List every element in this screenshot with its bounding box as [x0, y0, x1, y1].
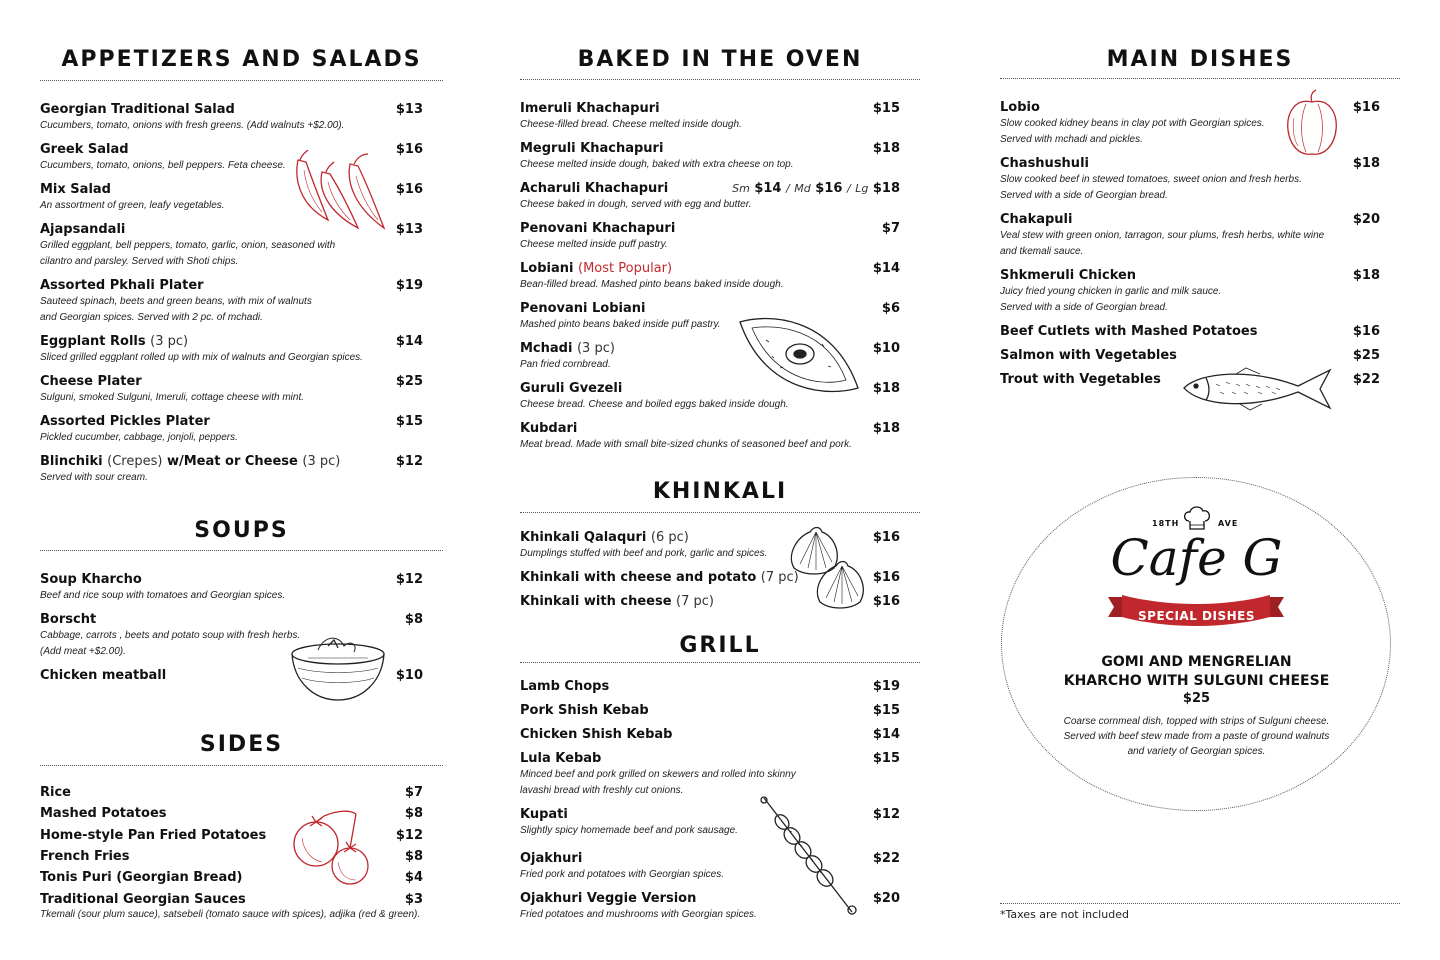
- item-price: $12: [395, 828, 423, 843]
- item-price: $18: [1352, 268, 1380, 283]
- item-portion: (6 pc): [650, 530, 689, 545]
- item-name: Pork Shish Kebab: [520, 703, 649, 718]
- soups-item: [40, 572, 423, 604]
- item-description: Cheese bread. Cheese and boiled eggs baked inside dough.: [520, 399, 789, 410]
- item-price: $20: [1352, 212, 1380, 227]
- item-description: Cheese-filled bread. Cheese melted inside dough.: [520, 119, 742, 130]
- item-price: $15: [872, 101, 900, 116]
- item-description: (Add meat +$2.00).: [40, 646, 126, 657]
- size-label: Lg: [855, 182, 869, 195]
- item-name-line: [40, 572, 423, 588]
- grill-item: [520, 751, 900, 799]
- item-portion: (7 pc): [676, 594, 714, 609]
- item-name: Blinchiki: [40, 454, 103, 469]
- item-name: Mix Salad: [40, 182, 111, 197]
- item-description: Cheese baked in dough, served with egg and butter.: [520, 199, 752, 210]
- size-sep: /: [846, 182, 851, 195]
- section-title-appetizers: APPETIZERS AND SALADS: [61, 47, 422, 72]
- item-description: Dumplings stuffed with beef and pork, garlic and spices.: [520, 548, 768, 559]
- item-description: Veal stew with green onion, tarragon, sour plums, fresh herbs, white wine: [1000, 230, 1325, 241]
- item-price: $18: [872, 141, 900, 156]
- khinkali-dumplings-icon: [784, 524, 870, 614]
- item-description: Mashed pinto beans baked inside puff pastry.: [520, 319, 721, 330]
- size-price: $14: [754, 181, 782, 196]
- item-name: Chicken meatball: [40, 668, 167, 683]
- item-name-line: [520, 751, 900, 767]
- item-name: Shkmeruli Chicken: [1000, 268, 1137, 283]
- item-name: Penovani Lobiani: [520, 301, 646, 316]
- item-price: $12: [395, 454, 423, 469]
- item-name: Borscht: [40, 612, 97, 627]
- item-name: Guruli Gvezeli: [520, 381, 623, 396]
- item-name: Ojakhuri Veggie Version: [520, 891, 697, 906]
- item-price: $18: [872, 381, 900, 396]
- item-description: Cucumbers, tomato, onions with fresh greens. (Add walnuts +$2.00).: [40, 120, 345, 131]
- item-name: Lamb Chops: [520, 679, 610, 694]
- item-name: Chashushuli: [1000, 156, 1089, 171]
- section-title-oven: BAKED IN THE OVEN: [577, 47, 863, 72]
- item-name: Assorted Pkhali Plater: [40, 278, 204, 293]
- grill-item: [520, 679, 900, 695]
- item-name-line: [520, 261, 900, 277]
- item-name-line: [520, 101, 900, 117]
- sides-item: [40, 785, 423, 801]
- item-price: $25: [1352, 348, 1380, 363]
- item-name-line: [40, 334, 423, 350]
- item-name-line: [1000, 324, 1380, 340]
- appetizers-item: [40, 334, 423, 366]
- appetizers-item: [40, 414, 423, 446]
- section-divider: [520, 662, 920, 663]
- item-price: $16: [1352, 324, 1380, 339]
- item-price: $8: [404, 612, 423, 627]
- mains-item: [1000, 348, 1380, 364]
- item-price: $10: [872, 341, 900, 356]
- item-description: Minced beef and pork grilled on skewers and rolled into skinny: [520, 769, 796, 780]
- item-size-prices: [732, 181, 900, 197]
- taxes-footnote: *Taxes are not included: [1000, 908, 1129, 921]
- column-appetizers-soups-sides: [40, 0, 443, 960]
- item-portion: (3 pc): [150, 334, 189, 349]
- item-price: $14: [872, 727, 900, 742]
- item-name: Khinkali Qalaquri: [520, 530, 647, 545]
- logo-ave: AVE: [1218, 519, 1239, 528]
- item-name-line: [1000, 212, 1380, 228]
- footer-divider: [1000, 903, 1400, 904]
- item-name: Beef Cutlets with Mashed Potatoes: [1000, 324, 1258, 339]
- item-price: $6: [881, 301, 900, 316]
- item-name-line: [40, 785, 423, 801]
- item-name: Georgian Traditional Salad: [40, 102, 235, 117]
- item-description: Served with a side of Georgian bread.: [1000, 190, 1168, 201]
- item-price: $10: [395, 668, 423, 683]
- item-name: Trout with Vegetables: [1000, 372, 1161, 387]
- item-description: Beef and rice soup with tomatoes and Georgian spices.: [40, 590, 286, 601]
- item-price: $16: [872, 530, 900, 545]
- item-name: French Fries: [40, 849, 130, 864]
- appetizers-item: [40, 374, 423, 406]
- oven-item: [520, 181, 900, 213]
- section-title-grill: GRILL: [679, 633, 761, 658]
- item-description: Served with sour cream.: [40, 472, 148, 483]
- item-name-cont: w/Meat or Cheese: [166, 454, 298, 469]
- item-price: $8: [404, 806, 423, 821]
- item-description: An assortment of green, leafy vegetables.: [40, 200, 225, 211]
- item-name: Assorted Pickles Plater: [40, 414, 210, 429]
- item-name: Penovani Khachapuri: [520, 221, 676, 236]
- special-dish-price: $25: [1182, 691, 1211, 706]
- item-price: $15: [872, 751, 900, 766]
- item-price: $16: [872, 594, 900, 609]
- section-title-khinkali: KHINKALI: [652, 479, 788, 504]
- section-title-sides: SIDES: [199, 732, 284, 757]
- item-name: Kubdari: [520, 421, 578, 436]
- item-name-line: [520, 221, 900, 237]
- size-price: $18: [872, 181, 900, 196]
- item-name-line: [520, 141, 900, 157]
- item-description: Bean-filled bread. Mashed pinto beans baked inside dough.: [520, 279, 784, 290]
- appetizers-item: [40, 454, 423, 486]
- item-name: Lula Kebab: [520, 751, 602, 766]
- oven-item: [520, 261, 900, 293]
- section-divider: [520, 512, 920, 513]
- item-description: Cheese melted inside dough, baked with extra cheese on top.: [520, 159, 794, 170]
- oven-item: [520, 101, 900, 133]
- item-description: Grilled eggplant, bell peppers, tomato, garlic, onion, seasoned with: [40, 240, 336, 251]
- item-name: Imeruli Khachapuri: [520, 101, 660, 116]
- item-price: $25: [395, 374, 423, 389]
- chili-peppers-icon: [288, 150, 393, 238]
- item-name-line: [40, 374, 423, 390]
- item-portion: (Crepes): [107, 454, 163, 469]
- item-price: $19: [872, 679, 900, 694]
- oven-item: [520, 141, 900, 173]
- item-price: $16: [1352, 100, 1380, 115]
- sauces-description: Tkemali (sour plum sauce), satsebeli (tomato sauce with spices), adjika (red & green).: [40, 909, 421, 920]
- item-price: $14: [872, 261, 900, 276]
- item-price: $7: [881, 221, 900, 236]
- item-description: Pan fried cornbread.: [520, 359, 611, 370]
- section-divider: [40, 550, 443, 551]
- item-price: $12: [872, 807, 900, 822]
- item-price: $19: [395, 278, 423, 293]
- size-sep: /: [786, 182, 790, 195]
- item-portion: (Most Popular): [578, 261, 673, 276]
- soup-bowl-icon: [288, 632, 388, 704]
- column-oven-khinkali-grill: [520, 0, 920, 960]
- section-divider: [40, 80, 443, 81]
- bell-pepper-icon: [1282, 88, 1342, 160]
- item-description: Sulguni, smoked Sulguni, Imeruli, cottage cheese with mint.: [40, 392, 305, 403]
- item-price: $22: [1352, 372, 1380, 387]
- item-price: $16: [395, 182, 423, 197]
- item-price: $22: [872, 851, 900, 866]
- item-name: Greek Salad: [40, 142, 129, 157]
- item-name: Salmon with Vegetables: [1000, 348, 1177, 363]
- item-name: Lobio: [1000, 100, 1040, 115]
- mains-item: [1000, 324, 1380, 340]
- item-price: $16: [872, 570, 900, 585]
- item-price: $13: [395, 222, 423, 237]
- section-divider: [40, 765, 443, 766]
- item-description: Cabbage, carrots , beets and potato soup with fresh herbs.: [40, 630, 301, 641]
- special-dish-name-line2: KHARCHO WITH SULGUNI CHEESE: [1063, 673, 1330, 689]
- item-description: Served with a side of Georgian bread.: [1000, 302, 1168, 313]
- grill-item: [520, 703, 900, 719]
- item-name: Chicken Shish Kebab: [520, 727, 673, 742]
- section-divider: [1000, 78, 1400, 79]
- item-name: Mashed Potatoes: [40, 806, 167, 821]
- fish-icon: [1180, 366, 1332, 412]
- tomatoes-icon: [288, 808, 372, 892]
- item-price: $16: [395, 142, 423, 157]
- size-price: $16: [815, 181, 843, 196]
- item-description: Slow cooked kidney beans in clay pot with Georgian spices.: [1000, 118, 1265, 129]
- item-name: Kupati: [520, 807, 568, 822]
- item-name-line: [520, 727, 900, 743]
- item-name: Traditional Georgian Sauces: [40, 892, 246, 907]
- special-desc-line2: Served with beef stew made from a paste of ground walnuts: [1063, 731, 1330, 742]
- item-name-line: [40, 278, 423, 294]
- item-price: $8: [404, 849, 423, 864]
- item-name: Tonis Puri (Georgian Bread): [40, 870, 243, 885]
- item-description: Pickled cucumber, cabbage, jonjoli, peppers.: [40, 432, 238, 443]
- item-name-line: [1000, 348, 1380, 364]
- item-description: cilantro and parsley. Served with Shoti chips.: [40, 256, 239, 267]
- item-name: Khinkali with cheese and potato: [520, 570, 757, 585]
- sides-item: [40, 892, 423, 908]
- item-description: Slightly spicy homemade beef and pork sausage.: [520, 825, 738, 836]
- item-name: Home-style Pan Fried Potatoes: [40, 828, 267, 843]
- appetizers-item: [40, 278, 423, 326]
- item-name-line: [520, 703, 900, 719]
- size-label: Md: [794, 182, 811, 195]
- size-label: Sm: [732, 182, 750, 195]
- item-name: Rice: [40, 785, 71, 800]
- kebab-skewer-icon: [758, 796, 858, 916]
- item-price: $4: [404, 870, 423, 885]
- item-name: Mchadi: [520, 341, 573, 356]
- item-name-line: [40, 892, 423, 908]
- item-description: Fried potatoes and mushrooms with Georgian spices.: [520, 909, 757, 920]
- appetizers-item: [40, 102, 423, 134]
- item-description: Served with mchadi and pickles.: [1000, 134, 1143, 145]
- item-name-line: [520, 421, 900, 437]
- item-price: $3: [404, 892, 423, 907]
- item-price: $18: [1352, 156, 1380, 171]
- item-name: Megruli Khachapuri: [520, 141, 664, 156]
- item-description: and Georgian spices. Served with 2 pc. of mchadi.: [40, 312, 263, 323]
- mains-item: [1000, 156, 1380, 204]
- item-portion: (3 pc): [576, 341, 615, 356]
- item-description: Fried pork and potatoes with Georgian spices.: [520, 869, 724, 880]
- item-name-line: [40, 454, 423, 470]
- section-title-mains: MAIN DISHES: [1106, 47, 1294, 72]
- item-price: $12: [395, 572, 423, 587]
- logo-script: Cafe G: [1110, 529, 1283, 587]
- item-name: Lobiani: [520, 261, 574, 276]
- item-name: Soup Kharcho: [40, 572, 142, 587]
- item-description: Sliced grilled eggplant rolled up with mix of walnuts and Georgian spices.: [40, 352, 363, 363]
- item-portion: (3 pc): [302, 454, 341, 469]
- item-name-line: [40, 414, 423, 430]
- khachapuri-icon: [736, 310, 862, 400]
- item-description: and tkemali sauce.: [1000, 246, 1084, 257]
- special-desc-line1: Coarse cornmeal dish, topped with strips of Sulguni cheese.: [1063, 716, 1330, 727]
- item-name-line: [40, 612, 423, 628]
- mains-item: [1000, 268, 1380, 316]
- item-name: Acharuli Khachapuri: [520, 181, 669, 196]
- special-dish-name-line1: GOMI AND MENGRELIAN: [1101, 654, 1292, 670]
- logo-top-line: [1000, 505, 1393, 529]
- item-name: Ajapsandali: [40, 222, 126, 237]
- item-description: lavashi bread with freshly cut onions.: [520, 785, 684, 796]
- item-price: $14: [395, 334, 423, 349]
- item-price: $15: [395, 414, 423, 429]
- section-divider: [520, 79, 920, 80]
- item-portion: (7 pc): [760, 570, 799, 585]
- item-price: $13: [395, 102, 423, 117]
- grill-item: [520, 727, 900, 743]
- item-description: Sauteed spinach, beets and green beans, with mix of walnuts: [40, 296, 312, 307]
- item-price: $15: [872, 703, 900, 718]
- special-desc-line3: and variety of Georgian spices.: [1127, 746, 1266, 757]
- oven-item: [520, 221, 900, 253]
- item-name-line: [520, 679, 900, 695]
- section-title-soups: SOUPS: [194, 518, 289, 543]
- ribbon-label: SPECIAL DISHES: [1138, 609, 1255, 623]
- item-price: $20: [872, 891, 900, 906]
- column-main-dishes: [1000, 0, 1400, 470]
- item-name-line: [1000, 268, 1380, 284]
- item-name: Eggplant Rolls: [40, 334, 146, 349]
- oven-item: [520, 421, 900, 453]
- item-name: Khinkali with cheese: [520, 594, 672, 609]
- item-description: Cucumbers, tomato, onions, bell peppers. Feta cheese.: [40, 160, 286, 171]
- item-description: Slow cooked beef in stewed tomatoes, sweet onion and fresh herbs.: [1000, 174, 1302, 185]
- item-name: Ojakhuri: [520, 851, 583, 866]
- logo-18th: 18TH: [1152, 519, 1180, 528]
- item-price: $7: [404, 785, 423, 800]
- mains-item: [1000, 212, 1380, 260]
- item-description: Juicy fried young chicken in garlic and milk sauce.: [1000, 286, 1222, 297]
- item-price: $18: [872, 421, 900, 436]
- item-name: Chakapuli: [1000, 212, 1073, 227]
- item-name: Cheese Plater: [40, 374, 142, 389]
- item-description: Cheese melted inside puff pastry.: [520, 239, 668, 250]
- item-description: Meat bread. Made with small bite-sized chunks of seasoned beef and pork.: [520, 439, 852, 450]
- item-name-line: [40, 102, 423, 118]
